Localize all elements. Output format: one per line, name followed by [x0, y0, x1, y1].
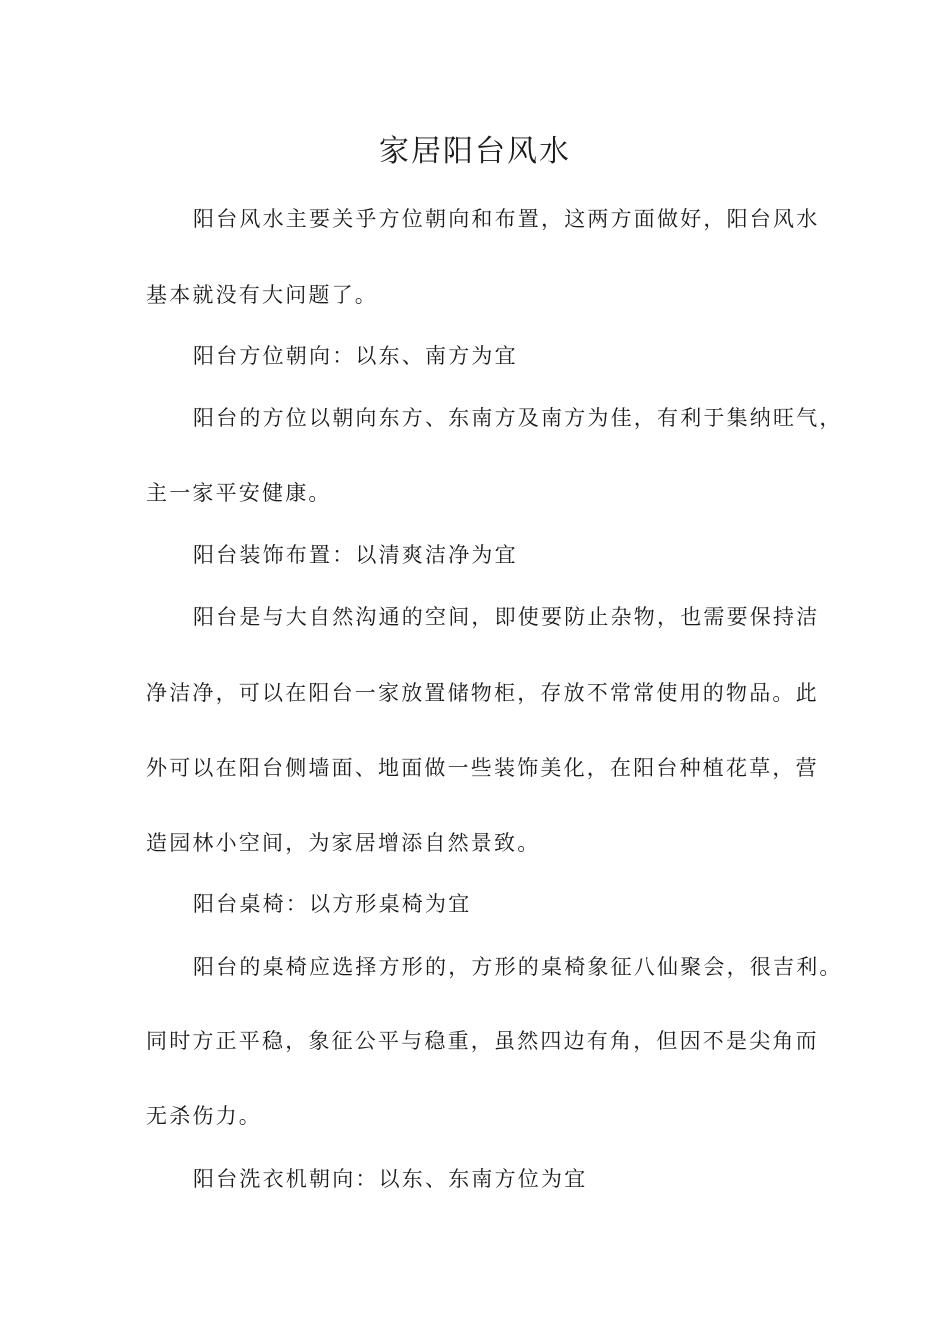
heading-orientation: 阳台方位朝向：以东、南方为宜: [193, 344, 518, 368]
heading-decoration: 阳台装饰布置：以清爽洁净为宜: [193, 543, 518, 567]
paragraph-1-line-1: 阳台风水主要关乎方位朝向和布置，这两方面做好，阳台风水: [193, 207, 820, 231]
document-title: 家居阳台风水: [379, 134, 571, 169]
paragraph-3-line-2: 净洁净，可以在阳台一家放置储物柜，存放不常常使用的物品。此: [146, 681, 819, 705]
paragraph-4-line-1: 阳台的桌椅应选择方形的，方形的桌椅象征八仙聚会，很吉利。: [193, 955, 843, 979]
heading-furniture: 阳台桌椅：以方形桌椅为宜: [193, 892, 472, 916]
heading-washing-machine: 阳台洗衣机朝向：以东、东南方位为宜: [193, 1167, 588, 1191]
paragraph-1-line-2: 基本就没有大问题了。: [146, 283, 378, 307]
paragraph-4-line-3: 无杀伤力。: [146, 1104, 262, 1128]
paragraph-3-line-4: 造园林小空间，为家居增添自然景致。: [146, 831, 541, 855]
paragraph-4-line-2: 同时方正平稳，象征公平与稳重，虽然四边有角，但因不是尖角而: [146, 1029, 819, 1053]
paragraph-3-line-1: 阳台是与大自然沟通的空间，即使要防止杂物，也需要保持洁: [193, 605, 820, 629]
paragraph-3-line-3: 外可以在阳台侧墙面、地面做一些装饰美化，在阳台种植花草，营: [146, 756, 819, 780]
paragraph-2-line-1: 阳台的方位以朝向东方、东南方及南方为佳，有利于集纳旺气，: [193, 406, 843, 430]
paragraph-2-line-2: 主一家平安健康。: [146, 481, 332, 505]
